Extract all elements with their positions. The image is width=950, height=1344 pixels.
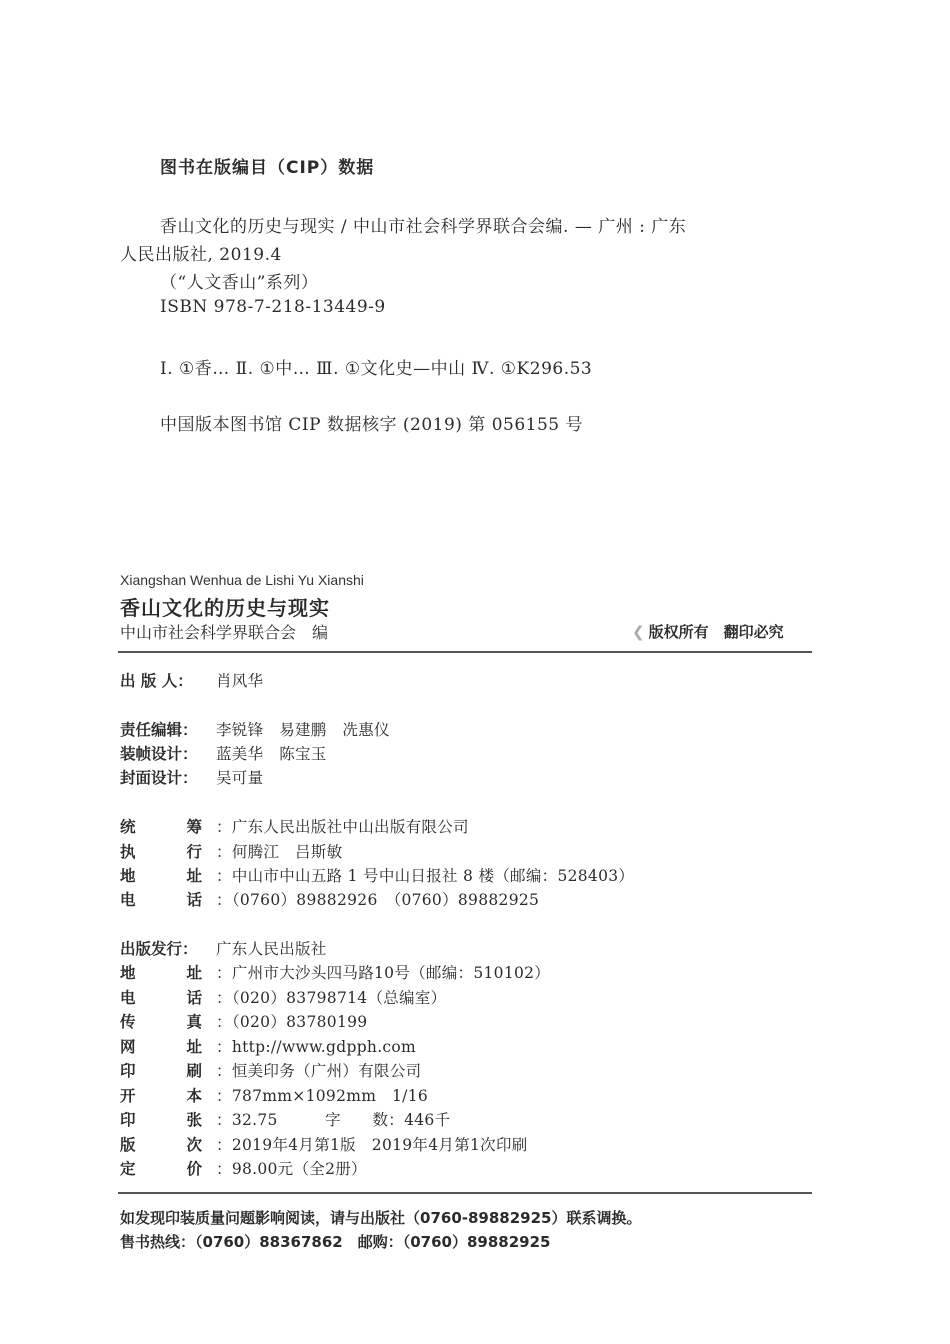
cip-record-line2: 人民出版社, 2019.4 — [120, 245, 282, 265]
cip-isbn: ISBN 978-7-218-13449-9 — [160, 297, 386, 317]
copyright-text: 版权所有 翻印必究 — [648, 623, 784, 641]
cover-design-row: 封面设计： 吴可量 — [120, 769, 264, 787]
coordination-row: 统筹 ：广东人民出版社中山出版有限公司 — [120, 818, 469, 836]
book-title: 香山文化的历史与现实 — [120, 596, 330, 620]
edition-row: 版次 ：2019年4月第1版 2019年4月第1次印刷 — [120, 1136, 528, 1154]
divider-top — [118, 651, 812, 653]
sales-hotline: 售书热线：（0760）88367862 邮购：（0760）89882925 — [120, 1233, 551, 1251]
cip-series: （“人文香山”系列） — [160, 273, 319, 293]
binding-design-row: 装帧设计： 蓝美华 陈宝玉 — [120, 745, 327, 763]
format-row: 开本 ：787mm×1092mm 1/16 — [120, 1087, 429, 1105]
copyright-mark-icon: ❮ — [632, 623, 645, 641]
distributor-phone-row: 电话 ：（020）83798714（总编室） — [120, 989, 447, 1007]
executive-row: 执行 ：何腾江 吕斯敏 — [120, 843, 343, 861]
website-row: 网址 ：http://www.gdpph.com — [120, 1038, 417, 1056]
fax-row: 传真 ：（020）83780199 — [120, 1013, 368, 1031]
book-title-pinyin: Xiangshan Wenhua de Lishi Yu Xianshi — [120, 572, 364, 588]
publisher-row: 出 版 人： 肖风华 — [120, 672, 264, 690]
divider-bottom — [118, 1192, 812, 1194]
price-row: 定价 ：98.00元（全2册） — [120, 1160, 367, 1178]
printer-row: 印刷 ：恒美印务（广州）有限公司 — [120, 1062, 422, 1080]
book-editor: 中山市社会科学界联合会 编 — [120, 623, 329, 642]
cip-record-line1: 香山文化的历史与现实 / 中山市社会科学界联合会编. — 广州 : 广东 — [160, 217, 687, 237]
quality-notice: 如发现印装质量问题影响阅读，请与出版社（0760-89882925）联系调换。 — [120, 1209, 642, 1227]
editors-row: 责任编辑： 李锐锋 易建鹏 冼惠仪 — [120, 721, 390, 739]
copyright-notice — [632, 621, 784, 642]
office-address-row: 地址 ：中山市中山五路 1 号中山日报社 8 楼（邮编：528403） — [120, 867, 635, 885]
website-link[interactable]: http://www.gdpph.com — [231, 1038, 417, 1056]
office-phone-row: 电话 ：（0760）89882926 （0760）89882925 — [120, 891, 540, 909]
cip-classification: Ⅰ. ①香… Ⅱ. ①中… Ⅲ. ①文化史—中山 Ⅳ. ①K296.53 — [160, 359, 593, 379]
distributor-address-row: 地址 ：广州市大沙头四马路10号（邮编：510102） — [120, 964, 551, 982]
cip-heading: 图书在版编目（CIP）数据 — [160, 158, 375, 178]
sheets-row: 印张 ：32.75 字 数：446千 — [120, 1111, 451, 1129]
distributor-row: 出版发行： 广东人民出版社 — [120, 940, 327, 958]
cip-verification: 中国版本图书馆 CIP 数据核字 (2019) 第 056155 号 — [160, 415, 584, 435]
